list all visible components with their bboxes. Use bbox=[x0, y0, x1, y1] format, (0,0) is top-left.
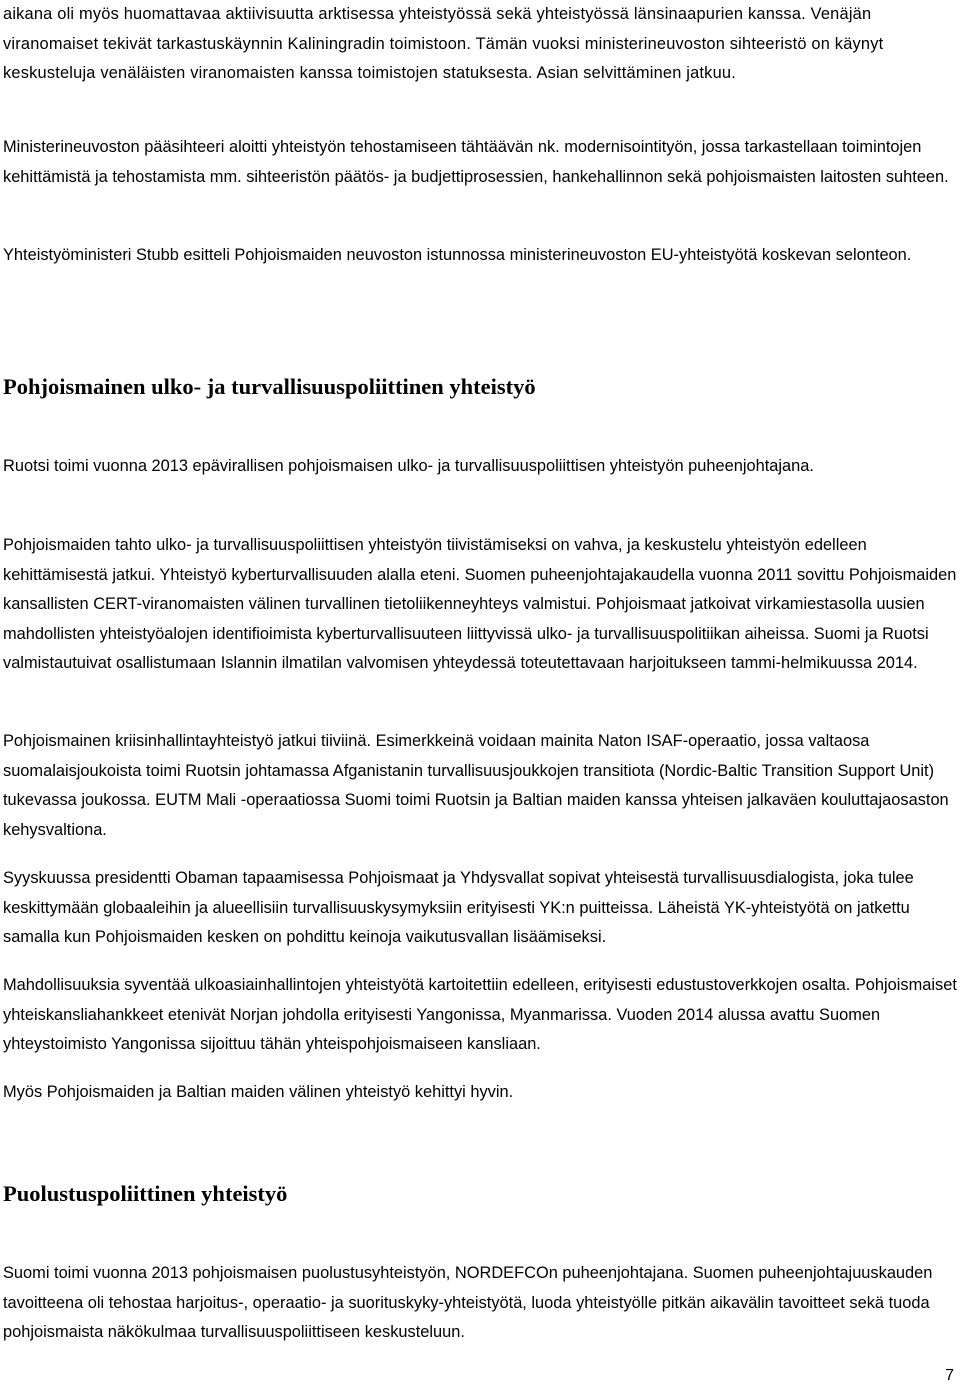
section-heading-defence: Puolustuspoliittinen yhteistyö bbox=[3, 1181, 288, 1206]
paragraph-us-dialogue: Syyskuussa presidentti Obaman tapaamisessa Pohjoismaat ja Yhdysvallat sopivat yhteisestä turvallisuusdialogista, joka tulee keskittymään globaaleihin ja alueellisiin turvallisuuskysymyksiin erityisesti YK:n puitteissa. Läheistä YK-yhteistyötä on jatkettu samalla kun Pohjoismaiden kesken on pohdittu keinoja vaikutusvallan lisäämiseksi. bbox=[3, 869, 914, 946]
paragraph-crisis-management: Pohjoismainen kriisinhallintayhteistyö jatkui tiiviinä. Esimerkkeinä voidaan mainita Naton ISAF-operaatio, jossa valtaosa suomalaisjoukoista toimi Ruotsin johtamassa Afganistanin turvallisuusjoukkojen transitiota (Nordic-Baltic Transition Support Unit) tukevassa joukossa. EUTM Mali -operaatiossa Suomi toimi Ruotsin ja Baltian maiden kanssa yhteisen jalkaväen kouluttajaosaston kehysvaltiona. bbox=[3, 732, 949, 839]
paragraph-sweden-chair: Ruotsi toimi vuonna 2013 epävirallisen pohjoismaisen ulko- ja turvallisuuspoliittisen yhteistyön puheenjohtajana. bbox=[3, 457, 814, 475]
paragraph-eu-report: Yhteistyöministeri Stubb esitteli Pohjoismaiden neuvoston istunnossa ministerineuvoston EU-yhteistyötä koskevan selonteon. bbox=[3, 246, 912, 264]
paragraph-modernisation: Ministerineuvoston pääsihteeri aloitti yhteistyön tehostamiseen tähtäävän nk. modernisointityön, jossa tarkastellaan toimintojen kehittämistä ja tehostamista mm. sihteeristön päätös- ja budjettiprosessien, hankehallinnon sekä pohjoismaisten laitosten suhteen. bbox=[3, 138, 949, 186]
paragraph-baltic-cooperation: Myös Pohjoismaiden ja Baltian maiden välinen yhteistyö kehittyi hyvin. bbox=[3, 1083, 514, 1101]
paragraph-arctic-cooperation: aikana oli myös huomattavaa aktiivisuutta arktisessa yhteistyössä sekä yhteistyössä länsinaapurien kanssa. Venäjän viranomaiset tekivät tarkastuskäynnin Kaliningradin toimistoon. Tämän vuoksi ministerineuvoston sihteeristö on käynyt keskusteluja venäläisten viranomaisten kanssa toimistojen statuksesta. Asian selvittäminen jatkuu. bbox=[3, 5, 884, 82]
page-number: 7 bbox=[945, 1367, 954, 1384]
paragraph-cyber-security: Pohjoismaiden tahto ulko- ja turvallisuuspoliittisen yhteistyön tiivistämiseksi on vahva, ja keskustelu yhteistyön edelleen kehittämisestä jatkui. Yhteistyö kyberturvallisuuden alalla eteni. Suomen puheenjohtajakaudella vuonna 2011 sovittu Pohjoismaiden kansallisten CERT-viranomaisten välinen turvallinen tietoliikenneyhteys valmistui. Pohjoismaat jatkoivat virkamiestasolla uusien mahdollisten yhteistyöalojen identifioimista kyberturvallisuuteen liittyvissä ulko- ja turvallisuuspolitiikan aiheissa. Suomi ja Ruotsi valmistautuivat osallistumaan Islannin ilmatilan valvomisen yhteydessä toteutettavaan harjoitukseen tammi-helmikuussa 2014. bbox=[3, 536, 957, 672]
section-heading-foreign-security: Pohjoismainen ulko- ja turvallisuuspoliittinen yhteistyö bbox=[3, 374, 536, 399]
paragraph-foreign-admin: Mahdollisuuksia syventää ulkoasiainhallintojen yhteistyötä kartoitettiin edelleen, erityisesti edustustoverkkojen osalta. Pohjoismaiset yhteiskansliahankkeet etenivät Norjan johdolla erityisesti Yangonissa, Myanmarissa. Vuoden 2014 alussa avattu Suomen yhteystoimisto Yangonissa sijoittuu tähän yhteispohjoismaiseen kansliaan. bbox=[3, 976, 957, 1053]
paragraph-nordefco: Suomi toimi vuonna 2013 pohjoismaisen puolustusyhteistyön, NORDEFCOn puheenjohtajana. Suomen puheenjohtajuuskauden tavoitteena oli tehostaa harjoitus-, operaatio- ja suorituskyky-yhteistyötä, luoda yhteistyölle pitkän aikavälin tavoitteet sekä tuoda pohjoismaista näkökulmaa turvallisuuspoliittiseen keskusteluun. bbox=[3, 1264, 933, 1341]
